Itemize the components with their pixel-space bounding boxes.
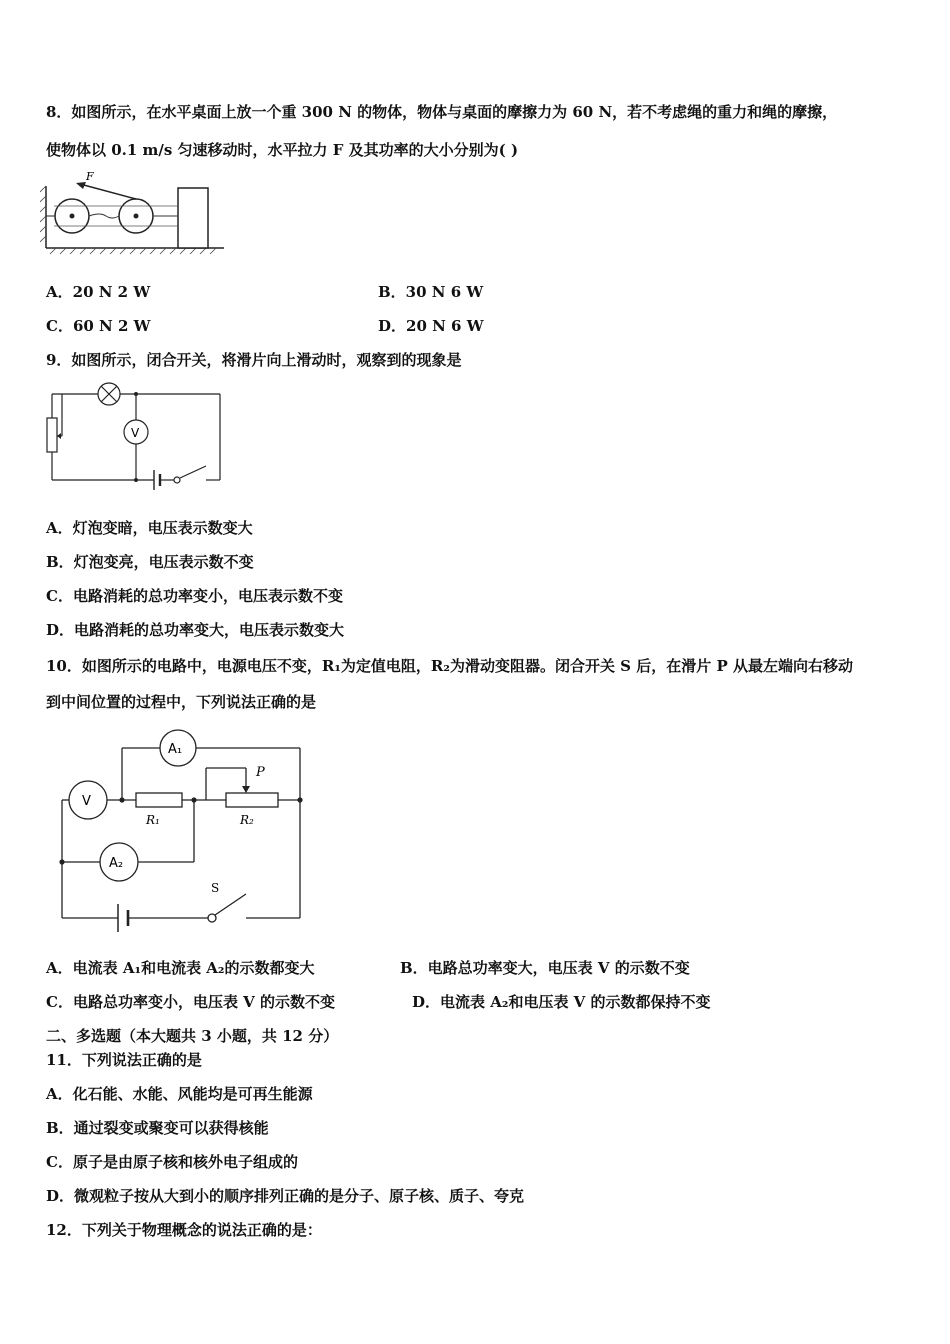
object-block bbox=[178, 188, 208, 248]
q8-option-d[interactable]: D．20 N 6 W bbox=[378, 317, 484, 335]
svg-text:V: V bbox=[82, 794, 91, 809]
q9-stem: 9．如图所示，闭合开关，将滑片向上滑动时，观察到的现象是 bbox=[46, 351, 462, 369]
label-F: F bbox=[86, 170, 94, 183]
q8-stem-line1: 8．如图所示，在水平桌面上放一个重 300 N 的物体，物体与桌面的摩擦力为 60 N，若不考虑绳的重力和绳的摩擦， bbox=[46, 103, 838, 121]
resistor-r1 bbox=[136, 793, 182, 807]
resistor-r2 bbox=[226, 793, 278, 807]
q11-option-a[interactable]: A．化石能、水能、风能均是可再生能源 bbox=[46, 1085, 313, 1103]
q9-option-a[interactable]: A．灯泡变暗，电压表示数变大 bbox=[46, 519, 253, 537]
q9-option-b[interactable]: B．灯泡变亮，电压表示数不变 bbox=[46, 553, 254, 571]
svg-text:R₁: R₁ bbox=[146, 813, 160, 827]
q8-option-c[interactable]: C．60 N 2 W bbox=[46, 317, 151, 335]
q11-option-c[interactable]: C．原子是由原子核和核外电子组成的 bbox=[46, 1153, 298, 1171]
switch-s-icon bbox=[208, 914, 216, 922]
q10-stem-line1: 10．如图所示的电路中，电源电压不变，R₁为定值电阻，R₂为滑动变阻器。闭合开关 S 后，在滑片 P 从最左端向右移动 bbox=[46, 657, 853, 675]
q8-option-b[interactable]: B．30 N 6 W bbox=[378, 283, 484, 301]
q8-stem-line2: 使物体以 0.1 m/s 匀速移动时，水平拉力 F 及其功率的大小分别为( ) bbox=[46, 141, 519, 159]
q10-option-a[interactable]: A．电流表 A₁和电流表 A₂的示数都变大 bbox=[46, 959, 315, 977]
svg-text:P: P bbox=[256, 765, 265, 780]
q9-option-d[interactable]: D．电路消耗的总功率变大，电压表示数变大 bbox=[46, 621, 345, 639]
q9-option-c[interactable]: C．电路消耗的总功率变小，电压表示数不变 bbox=[46, 587, 343, 605]
q12-stem: 12．下列关于物理概念的说法正确的是： bbox=[46, 1221, 322, 1239]
svg-text:S: S bbox=[211, 881, 220, 895]
svg-text:A₂: A₂ bbox=[109, 856, 124, 871]
switch-icon bbox=[174, 477, 180, 483]
rheostat bbox=[47, 418, 57, 452]
q10-stem-line2: 到中间位置的过程中，下列说法正确的是 bbox=[46, 693, 317, 711]
q8-option-a[interactable]: A．20 N 2 W bbox=[46, 283, 151, 301]
q9-circuit-figure bbox=[40, 378, 230, 496]
svg-text:A₁: A₁ bbox=[168, 742, 183, 757]
q11-option-d[interactable]: D．微观粒子按从大到小的顺序排列正确的是分子、原子核、质子、夸克 bbox=[46, 1187, 525, 1205]
slider-p bbox=[242, 786, 250, 793]
q10-circuit-figure bbox=[56, 722, 312, 944]
q8-pulley-figure bbox=[40, 168, 230, 256]
q11-option-b[interactable]: B．通过裂变或聚变可以获得核能 bbox=[46, 1119, 269, 1137]
q10-option-d[interactable]: D．电流表 A₂和电压表 V 的示数都保持不变 bbox=[412, 993, 711, 1011]
section2-heading: 二、多选题（本大题共 3 小题，共 12 分） bbox=[46, 1027, 339, 1045]
q11-stem: 11．下列说法正确的是 bbox=[46, 1051, 202, 1069]
q10-option-b[interactable]: B．电路总功率变大，电压表 V 的示数不变 bbox=[400, 959, 690, 977]
svg-text:V: V bbox=[131, 426, 140, 440]
svg-text:R₂: R₂ bbox=[240, 813, 254, 827]
q10-option-c[interactable]: C．电路总功率变小，电压表 V 的示数不变 bbox=[46, 993, 336, 1011]
force-arrow bbox=[80, 184, 136, 199]
